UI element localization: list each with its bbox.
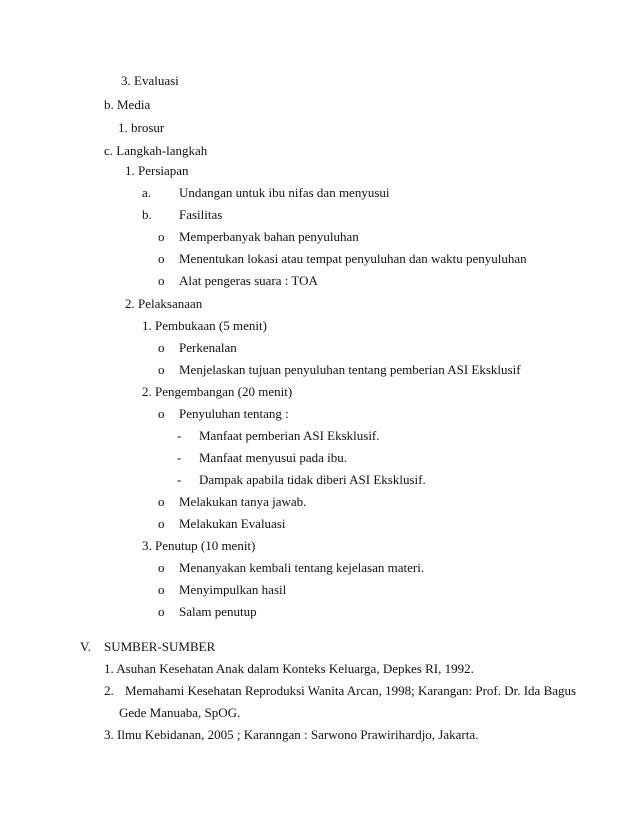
list-marker: a. bbox=[142, 185, 152, 200]
pembukaan-heading: 1. Pembukaan (5 menit) bbox=[142, 318, 267, 333]
bullet-marker: o bbox=[158, 406, 165, 421]
dash-marker: - bbox=[177, 450, 182, 465]
bullet-marker: o bbox=[158, 604, 165, 619]
pelaksanaan-heading: 2. Pelaksanaan bbox=[125, 296, 203, 311]
section-number: V. bbox=[80, 639, 91, 654]
list-item: Menyimpulkan hasil bbox=[179, 582, 287, 597]
brosur-item: 1. brosur bbox=[118, 120, 165, 135]
list-item: Dampak apabila tidak diberi ASI Eksklusif. bbox=[199, 472, 426, 487]
reference-item: Memahami Kesehatan Reproduksi Wanita Arcan, 1998; Karangan: Prof. Dr. Ida Bagus bbox=[125, 683, 577, 698]
dash-marker: - bbox=[177, 428, 182, 443]
list-marker: b. bbox=[142, 207, 152, 222]
list-item: Alat pengeras suara : TOA bbox=[179, 273, 318, 288]
persiapan-heading: 1. Persiapan bbox=[125, 163, 189, 178]
list-item: Menjelaskan tujuan penyuluhan tentang pemberian ASI Eksklusif bbox=[179, 362, 521, 377]
bullet-marker: o bbox=[158, 582, 165, 597]
penutup-heading: 3. Penutup (10 menit) bbox=[142, 538, 256, 553]
list-item: Fasilitas bbox=[179, 207, 223, 222]
bullet-marker: o bbox=[158, 340, 165, 355]
list-item: Menentukan lokasi atau tempat penyuluhan dan waktu penyuluhan bbox=[179, 251, 527, 266]
list-item: Salam penutup bbox=[179, 604, 257, 619]
list-item: Memperbanyak bahan penyuluhan bbox=[179, 229, 359, 244]
bullet-marker: o bbox=[158, 362, 165, 377]
evaluasi-item: 3. Evaluasi bbox=[121, 73, 179, 88]
media-heading: b. Media bbox=[104, 97, 151, 112]
bullet-marker: o bbox=[158, 516, 165, 531]
reference-item: 3. Ilmu Kebidanan, 2005 ; Karanngan : Sarwono Prawirihardjo, Jakarta. bbox=[104, 727, 479, 742]
list-item: Manfaat menyusui pada ibu. bbox=[199, 450, 348, 465]
bullet-marker: o bbox=[158, 494, 165, 509]
list-item: Menanyakan kembali tentang kejelasan materi. bbox=[179, 560, 425, 575]
list-item: Undangan untuk ibu nifas dan menyusui bbox=[179, 185, 390, 200]
dash-marker: - bbox=[177, 472, 182, 487]
bullet-marker: o bbox=[158, 273, 165, 288]
reference-item-continuation: Gede Manuaba, SpOG. bbox=[119, 705, 241, 720]
bullet-marker: o bbox=[158, 560, 165, 575]
section-heading: SUMBER-SUMBER bbox=[104, 639, 216, 654]
reference-item: 1. Asuhan Kesehatan Anak dalam Konteks Keluarga, Depkes RI, 1992. bbox=[104, 661, 474, 676]
list-item: Melakukan tanya jawab. bbox=[179, 494, 307, 509]
langkah-heading: c. Langkah-langkah bbox=[104, 143, 208, 158]
bullet-marker: o bbox=[158, 229, 165, 244]
bullet-marker: o bbox=[158, 251, 165, 266]
list-item: Melakukan Evaluasi bbox=[179, 516, 286, 531]
list-item: Perkenalan bbox=[179, 340, 237, 355]
reference-number: 2. bbox=[104, 683, 114, 698]
pengembangan-heading: 2. Pengembangan (20 menit) bbox=[142, 384, 293, 399]
list-item: Manfaat pemberian ASI Eksklusif. bbox=[199, 428, 380, 443]
list-item: Penyuluhan tentang : bbox=[179, 406, 289, 421]
